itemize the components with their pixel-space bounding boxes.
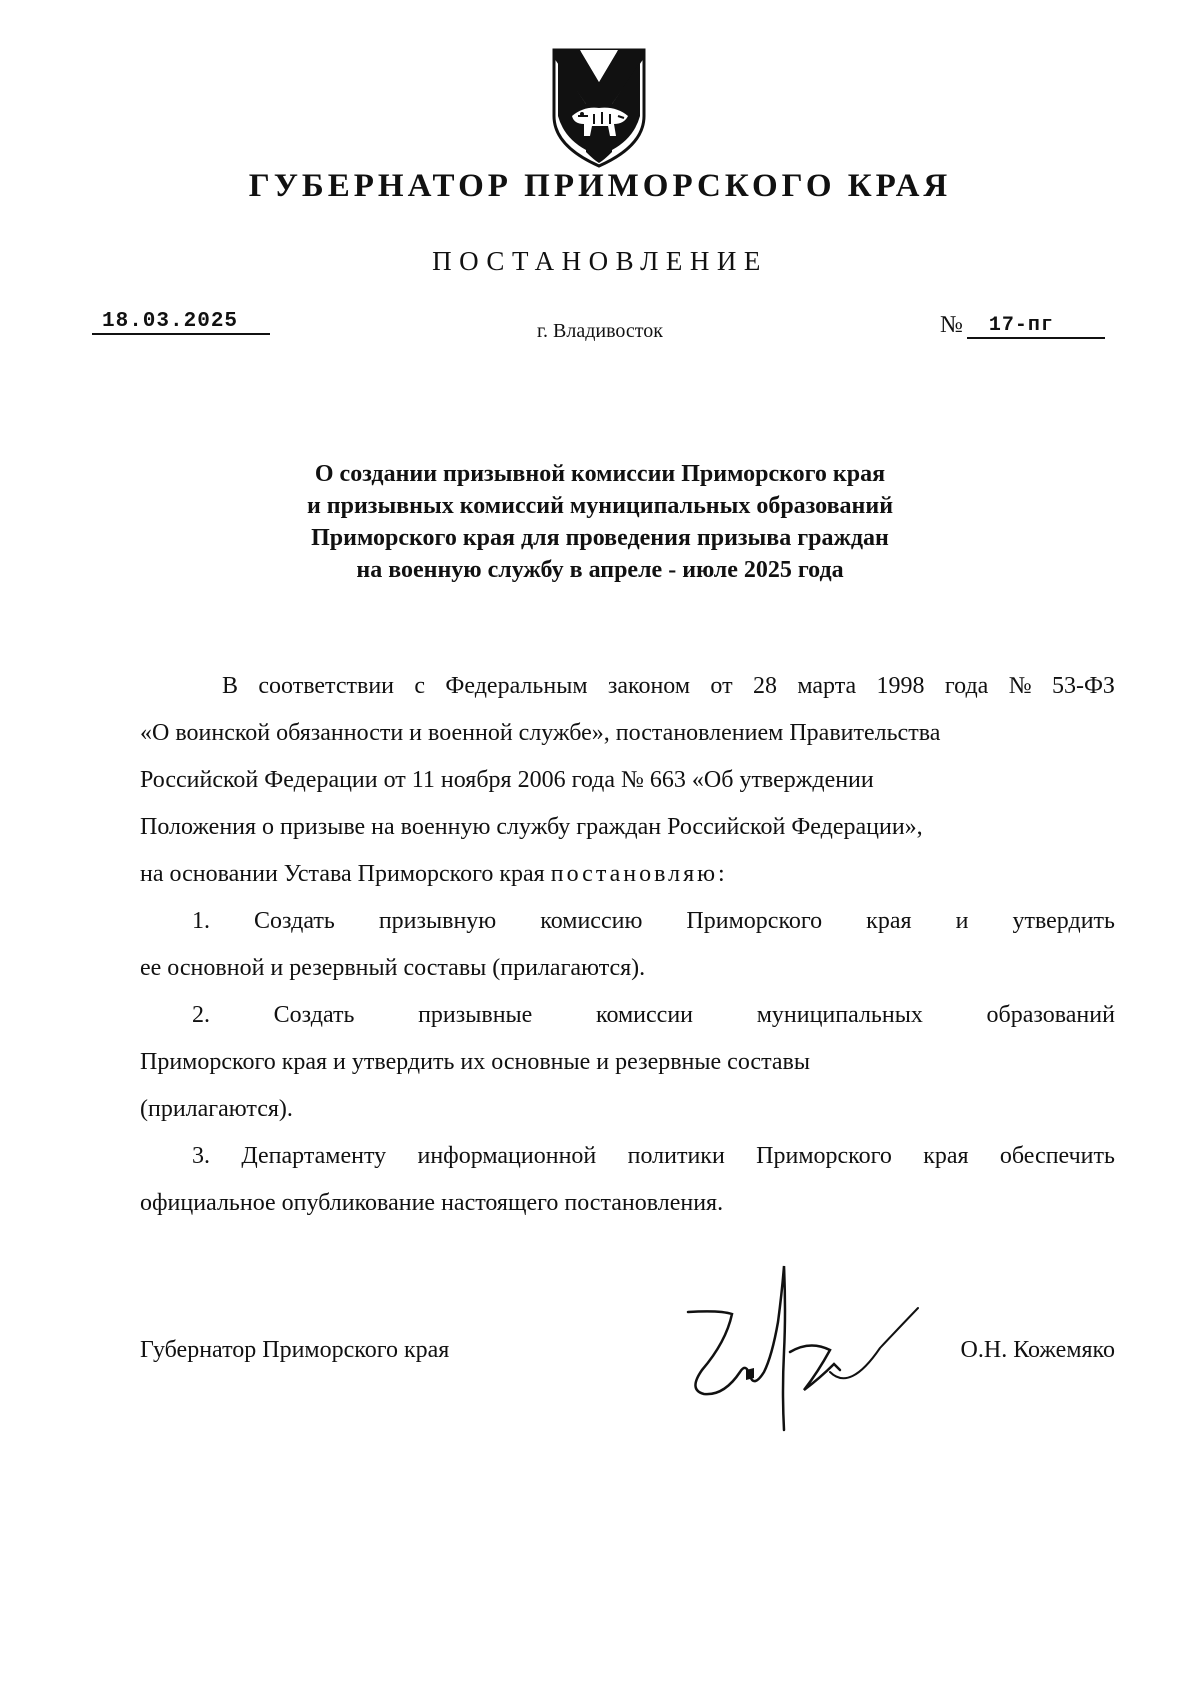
word: 28 [752, 673, 777, 699]
document-title [150, 458, 1050, 586]
signatory-position: Губернатор Приморского края [140, 1337, 450, 1363]
item3-line [140, 1133, 1115, 1180]
word: комиссию [540, 908, 643, 934]
word: комиссии [596, 1002, 694, 1028]
preamble-line [140, 663, 1115, 710]
document-body [140, 663, 1115, 1227]
word: края [923, 1143, 969, 1169]
item1-line: ее основной и резервный составы (прилагаются). [140, 955, 646, 981]
word: 53-ФЗ [1051, 673, 1115, 699]
number-label: № [940, 312, 963, 338]
word: Федеральным [445, 673, 588, 699]
handwritten-signature-icon [680, 1252, 925, 1452]
word: Создать [273, 1002, 355, 1028]
word: края [866, 908, 912, 934]
document-date: 18.03.2025 [92, 310, 270, 335]
item2-line: Приморского края и утвердить их основные и резервные составы [140, 1049, 810, 1075]
word: № [1008, 673, 1032, 699]
word: муниципальных [756, 1002, 923, 1028]
item2-line: (прилагаются). [140, 1096, 293, 1122]
preamble-line: Российской Федерации от 11 ноября 2006 года № 663 «Об утверждении [140, 767, 874, 793]
word: образований [986, 1002, 1115, 1028]
title-line: на военную службу в апреле - июле 2025 года [356, 557, 844, 583]
word: Создать [254, 908, 335, 934]
document-number: 17-пг [988, 314, 1054, 337]
word: В [222, 673, 239, 699]
title-line: Приморского края для проведения призыва граждан [311, 525, 889, 551]
word: 1998 [876, 673, 925, 699]
word: с [414, 673, 426, 699]
word: 2. [192, 1002, 210, 1028]
item1-line [140, 898, 1115, 945]
word: Департаменту [241, 1143, 387, 1169]
decree-word: постановляю: [550, 861, 728, 887]
item2-line [140, 992, 1115, 1039]
document-city: г. Владивосток [537, 320, 663, 342]
title-line: О создании призывной комиссии Приморского края [314, 461, 886, 487]
document-number-field [940, 312, 1105, 339]
word: призывную [378, 908, 497, 934]
word: Приморского [686, 908, 823, 934]
item3-line: официальное опубликование настоящего постановления. [140, 1190, 724, 1216]
word: законом [607, 673, 691, 699]
word: и [955, 908, 969, 934]
preamble-last-line [140, 851, 1115, 898]
issuing-authority: ГУБЕРНАТОР ПРИМОРСКОГО КРАЯ [248, 168, 952, 204]
word: марта [797, 673, 857, 699]
word: информационной [417, 1143, 597, 1169]
coat-of-arms-icon [544, 46, 654, 170]
word: 1. [192, 908, 210, 934]
word: обеспечить [999, 1143, 1115, 1169]
word: политики [627, 1143, 725, 1169]
word: соответствии [258, 673, 394, 699]
word: призывные [418, 1002, 533, 1028]
preamble-line: Положения о призыве на военную службу граждан Российской Федерации», [140, 814, 923, 840]
title-line: и призывных комиссий муниципальных образований [306, 493, 894, 519]
word: от [710, 673, 733, 699]
word: года [944, 673, 989, 699]
preamble-line: «О воинской обязанности и военной службе», постановлением Правительства [140, 720, 941, 746]
document-type: ПОСТАНОВЛЕНИЕ [432, 246, 768, 276]
word: утвердить [1012, 908, 1115, 934]
preamble-last-text: на основании Устава Приморского края [140, 861, 545, 887]
signatory-name: О.Н. Кожемяко [960, 1337, 1115, 1363]
word: Приморского [756, 1143, 892, 1169]
word: 3. [192, 1143, 210, 1169]
